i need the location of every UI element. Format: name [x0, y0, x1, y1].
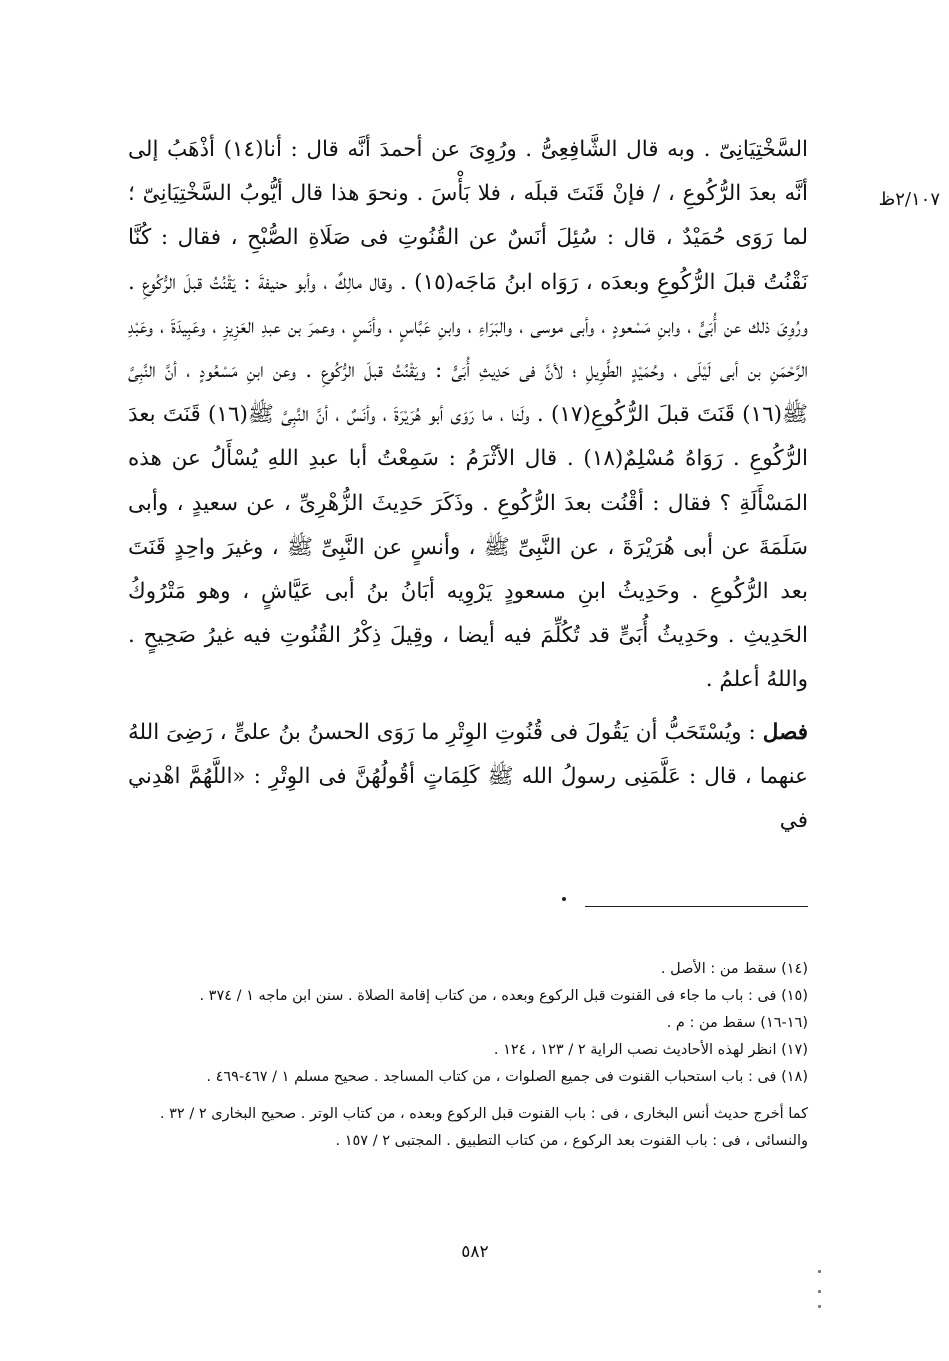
main-text [128, 128, 808, 843]
section-heading-fasl: فصل [762, 719, 808, 745]
page-number: ٥٨٢ [461, 1242, 489, 1262]
footnote-separator [585, 906, 808, 907]
scan-speck [818, 1270, 821, 1273]
paragraph-2-text: : ويُسْتَحَبُّ أن يَقُولَ فى قُنُوتِ الوِتْرِ ما رَوَى الحسنُ بنُ علىٍّ ، رَضِىَ اللهُ عنهما ، قال : عَلَّمَنِى رسولُ الله ﷺ كَلِمَاتٍ أقُولُهُنَّ فى الوِتْرِ : «اللَّهُمَّ اهْدِني في [128, 719, 808, 834]
footnotes [128, 956, 808, 1155]
scan-speck [818, 1305, 821, 1308]
margin-folio-note: ٢/١٠٧ظ [878, 189, 940, 210]
decorative-dot [562, 897, 566, 901]
footnote-18-continuation: كما أخرج حديث أنس البخارى ، فى : باب القنوت قبل الركوع وبعده ، من كتاب الوتر . صحيح البخارى ٢ / ٣٢ . والنسائى ، فى : باب القنوت بعد الركوع ، من كتاب التطبيق . المجتبى ٢ / ١٥٧ . [159, 1106, 808, 1149]
paragraph-1: السَّخْتِيَانِىّ . وبه قال الشَّافِعِىُّ . ورُوِىَ عن أحمدَ أنَّه قال : أنا(١٤) أذْهَبُ إلى أنَّه بعدَ الرُّكُوعِ ، / فإنْ قَنَتَ قبلَه ، فلا بَأْسَ . ونحوَ هذا قال أيُّوبُ السَّخْتِيَانِىّ ؛ لما رَوَى حُمَيْدٌ ، قال : سُئِلَ أنَسٌ عن القُنُوتِ فى صَلَاةِ الصُّبْحِ ، فقال : كُنَّا نَقْنُتُ قبلَ الرُّكُوعِ وبعدَه ، رَوَاه ابنُ مَاجَه(١٥) . وقال مالِكٌ ، وأبو حنيفةَ : يَقْنُتُ قبلَ الرُّكُوعِ . ورُوِىَ ذلك عن أُبَىٍّ ، وابنِ مَسْعودٍ ، وأبى موسى ، والبَرَاءِ ، وابنِ عَبَّاسٍ ، وأنَسٍ ، وعمرَ بن عبدِ العَزِيزِ ، وعَبِيدَةَ ، وعَبْدِ الرَّحْمَنِ بن أبى لَيْلَى ، وحُمَيْدٍ الطَّوِيلِ ؛ لأنَّ فى حَدِيثِ أُبَىٍّ : ويَقْنُتُ قبلَ الرُّكُوعِ . وعن ابنِ مَسْعُودٍ ، أنَّ النَّبِىَّ ﷺ(١٦) قَنَتَ قبلَ الرُّكُوعِ(١٧) . ولَنا ، ما رَوَى أبو هُرَيْرَةَ ، وأنَسٌ ، أنَّ النَّبِىَّ ﷺ(١٦) قَنَتَ بعدَ الرُّكُوعِ . رَوَاهُ مُسْلِمٌ(١٨) . قال الأثْرَمُ : سَمِعْتُ أبا عبدِ اللهِ يُسْأَلُ عن هذه المَسْأَلَةِ ؟ فقال : أقْنُت بعدَ الرُّكُوعِ . وذَكَرَ حَدِيثَ الزُّهْرِىِّ ، عن سعيدٍ ، وأبى سَلَمَةَ عن أبى هُرَيْرَةَ ، عن النَّبِىِّ ﷺ ، وأنسٍ عن النَّبِىِّ ﷺ ، وغيرَ واحِدٍ قَنَتَ بعد الرُّكُوعِ . وحَدِيثُ ابنِ مسعودٍ يَرْوِيه أبَانُ بنُ أبى عَيَّاشٍ ، وهو مَتْرُوكُ الحَدِيثِ . وحَدِيثُ أُبَىٍّ قد تُكُلِّمَ فيه أيضا ، وقِيلَ ذِكْرُ القُنُوتِ فيه غيرُ صَحِيحٍ . واللهُ أعلمُ . [128, 137, 809, 693]
footnote-18: (١٨) فى : باب استحباب القنوت فى جميع الصلوات ، من كتاب المساجد . صحيح مسلم ١ / ٤٦٧-٤٦٩ . [206, 1069, 808, 1085]
footnote-16: (١٦-١٦) سقط من : م . [666, 1015, 808, 1031]
footnote-15: (١٥) فى : باب ما جاء فى القنوت قبل الركوع وبعده ، من كتاب إقامة الصلاة . سنن ابن ماجه ١ / ٣٧٤ . [199, 988, 808, 1004]
footnote-17: (١٧) انظر لهذه الأحاديث نصب الراية ٢ / ١٢٣ ، ١٢٤ . [493, 1042, 808, 1058]
paragraph-2 [128, 711, 808, 844]
scan-speck [818, 1290, 821, 1293]
footnote-14: (١٤) سقط من : الأصل . [660, 961, 808, 977]
